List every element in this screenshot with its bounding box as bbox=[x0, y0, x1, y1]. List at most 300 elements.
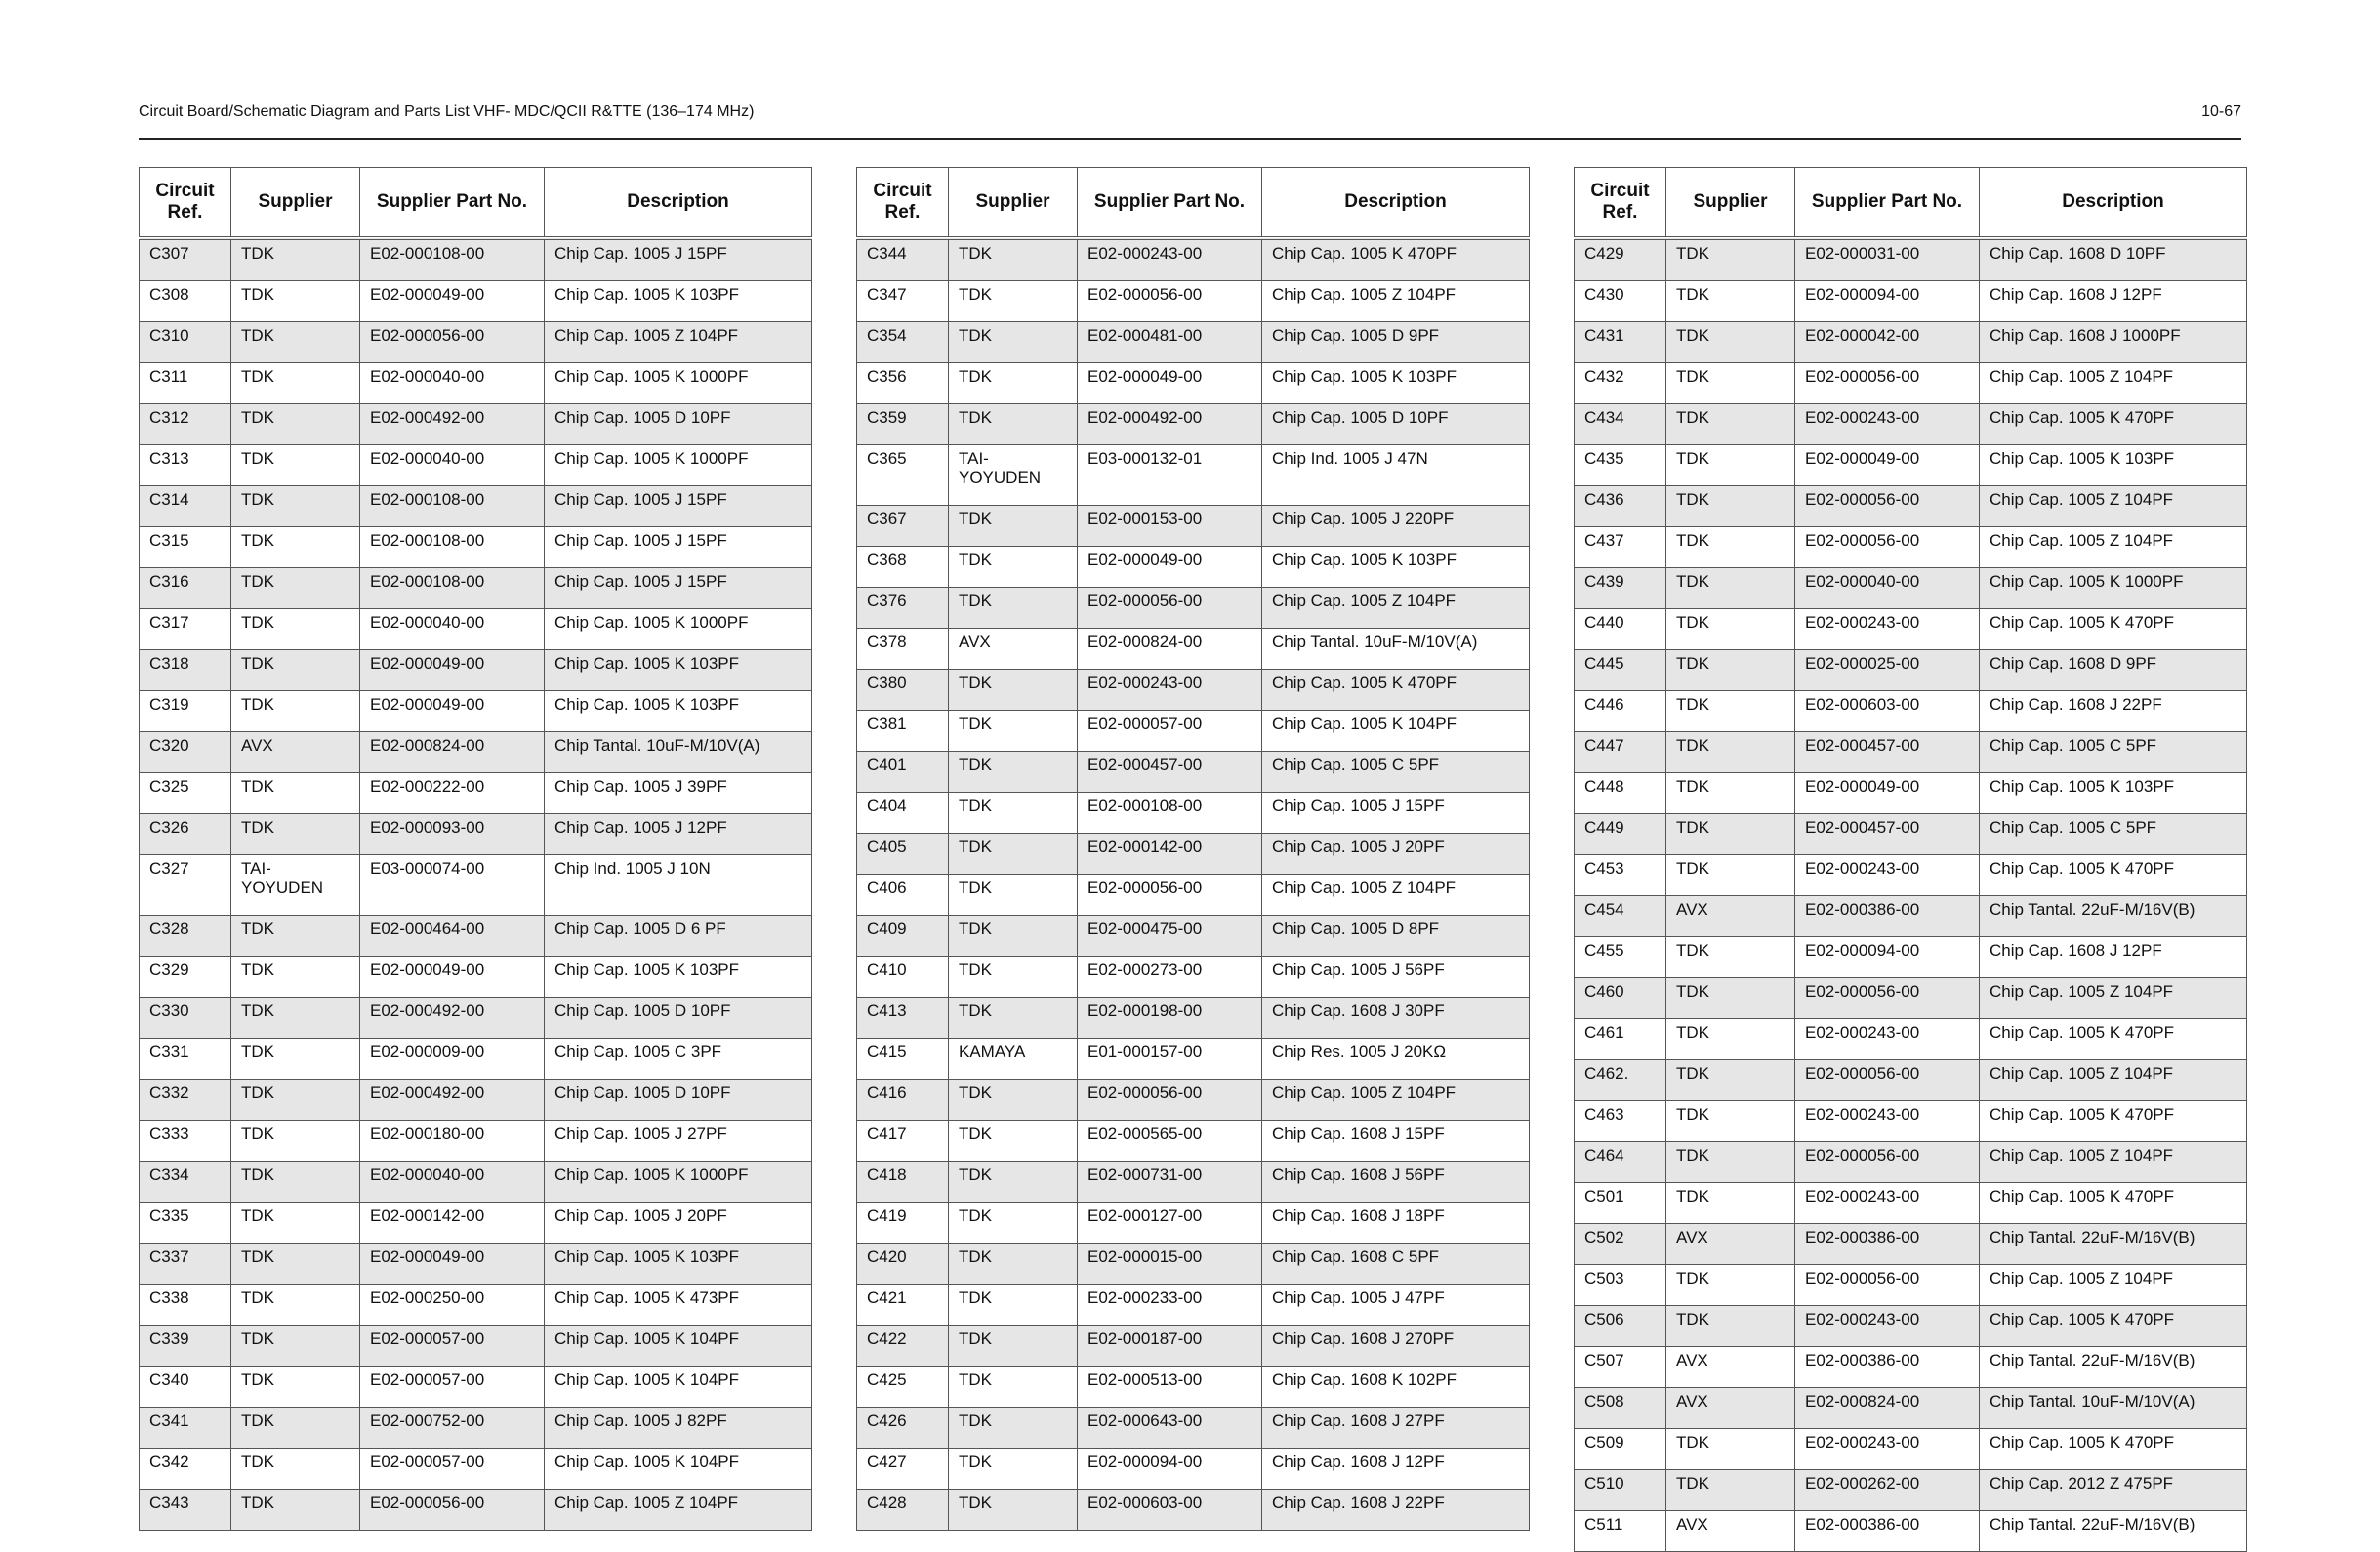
cell-circuit-ref: C432 bbox=[1575, 363, 1666, 404]
cell-circuit-ref: C317 bbox=[140, 609, 231, 650]
cell-supplier: TDK bbox=[1666, 1019, 1795, 1060]
cell-part-no: E02-000049-00 bbox=[360, 650, 545, 691]
parts-table-3 bbox=[1574, 167, 2247, 1552]
cell-supplier: TDK bbox=[949, 1203, 1078, 1244]
cell-description: Chip Cap. 1005 K 103PF bbox=[545, 650, 812, 691]
cell-description: Chip Cap. 1005 Z 104PF bbox=[1980, 1265, 2247, 1306]
table-row bbox=[857, 363, 1530, 404]
table-row bbox=[140, 1449, 812, 1490]
cell-supplier: TDK bbox=[1666, 773, 1795, 814]
cell-part-no: E02-000492-00 bbox=[360, 404, 545, 445]
cell-description: Chip Cap. 1005 J 15PF bbox=[545, 568, 812, 609]
col-header-part-no: Supplier Part No. bbox=[360, 168, 545, 239]
cell-part-no: E02-000049-00 bbox=[1078, 547, 1262, 588]
table-header-row bbox=[857, 168, 1530, 239]
cell-description: Chip Cap. 1005 K 103PF bbox=[545, 1244, 812, 1285]
cell-supplier: TDK bbox=[949, 670, 1078, 711]
table-row bbox=[140, 814, 812, 855]
table-row bbox=[1575, 363, 2247, 404]
cell-circuit-ref: C409 bbox=[857, 916, 949, 957]
table-row bbox=[857, 670, 1530, 711]
col-header-circuit-ref: Circuit Ref. bbox=[1575, 168, 1666, 239]
cell-circuit-ref: C312 bbox=[140, 404, 231, 445]
cell-circuit-ref: C436 bbox=[1575, 486, 1666, 527]
cell-circuit-ref: C405 bbox=[857, 834, 949, 875]
cell-description: Chip Cap. 1005 Z 104PF bbox=[1262, 588, 1530, 629]
cell-supplier: TDK bbox=[949, 916, 1078, 957]
table-row bbox=[857, 445, 1530, 506]
cell-part-no: E02-000250-00 bbox=[360, 1285, 545, 1326]
cell-description: Chip Cap. 1005 K 103PF bbox=[545, 691, 812, 732]
cell-circuit-ref: C445 bbox=[1575, 650, 1666, 691]
table-row bbox=[140, 650, 812, 691]
cell-circuit-ref: C332 bbox=[140, 1080, 231, 1121]
cell-supplier: TDK bbox=[231, 486, 360, 527]
table-row bbox=[857, 1285, 1530, 1326]
table-row bbox=[857, 1080, 1530, 1121]
cell-circuit-ref: C338 bbox=[140, 1285, 231, 1326]
cell-circuit-ref: C435 bbox=[1575, 445, 1666, 486]
cell-supplier: TAI- YOYUDEN bbox=[231, 855, 360, 916]
cell-description: Chip Cap. 1608 D 9PF bbox=[1980, 650, 2247, 691]
cell-supplier: TDK bbox=[231, 238, 360, 281]
cell-description: Chip Cap. 1608 J 22PF bbox=[1980, 691, 2247, 732]
cell-supplier: TDK bbox=[231, 814, 360, 855]
cell-part-no: E02-000492-00 bbox=[1078, 404, 1262, 445]
table-row bbox=[857, 875, 1530, 916]
cell-circuit-ref: C427 bbox=[857, 1449, 949, 1490]
cell-description: Chip Cap. 1005 K 103PF bbox=[1262, 547, 1530, 588]
cell-supplier: TDK bbox=[1666, 322, 1795, 363]
table-row bbox=[140, 322, 812, 363]
cell-supplier: TDK bbox=[949, 1490, 1078, 1531]
cell-circuit-ref: C328 bbox=[140, 916, 231, 957]
cell-supplier: TDK bbox=[1666, 978, 1795, 1019]
cell-part-no: E02-000056-00 bbox=[1078, 281, 1262, 322]
table-row bbox=[140, 281, 812, 322]
cell-circuit-ref: C330 bbox=[140, 998, 231, 1039]
cell-circuit-ref: C446 bbox=[1575, 691, 1666, 732]
cell-circuit-ref: C333 bbox=[140, 1121, 231, 1162]
header-divider bbox=[139, 138, 2241, 140]
cell-description: Chip Cap. 1608 J 270PF bbox=[1262, 1326, 1530, 1367]
cell-supplier: TDK bbox=[1666, 650, 1795, 691]
cell-part-no: E02-000565-00 bbox=[1078, 1121, 1262, 1162]
table-header-row bbox=[140, 168, 812, 239]
cell-circuit-ref: C401 bbox=[857, 752, 949, 793]
cell-part-no: E02-000457-00 bbox=[1078, 752, 1262, 793]
cell-description: Chip Cap. 1608 J 12PF bbox=[1980, 281, 2247, 322]
cell-part-no: E02-000243-00 bbox=[1078, 670, 1262, 711]
cell-part-no: E02-000243-00 bbox=[1795, 1429, 1980, 1470]
cell-supplier: TDK bbox=[949, 1449, 1078, 1490]
table-row bbox=[140, 1121, 812, 1162]
cell-supplier: TDK bbox=[231, 1490, 360, 1531]
cell-part-no: E01-000157-00 bbox=[1078, 1039, 1262, 1080]
cell-supplier: AVX bbox=[1666, 1388, 1795, 1429]
cell-supplier: TDK bbox=[949, 281, 1078, 322]
cell-part-no: E02-000127-00 bbox=[1078, 1203, 1262, 1244]
table-row bbox=[857, 752, 1530, 793]
cell-supplier: TDK bbox=[949, 1244, 1078, 1285]
cell-part-no: E02-000824-00 bbox=[1078, 629, 1262, 670]
table-row bbox=[857, 998, 1530, 1039]
cell-circuit-ref: C447 bbox=[1575, 732, 1666, 773]
cell-circuit-ref: C461 bbox=[1575, 1019, 1666, 1060]
cell-supplier: TDK bbox=[949, 506, 1078, 547]
table-row bbox=[140, 1326, 812, 1367]
table-row bbox=[857, 281, 1530, 322]
cell-description: Chip Cap. 1005 K 103PF bbox=[545, 957, 812, 998]
cell-description: Chip Tantal. 22uF-M/16V(B) bbox=[1980, 896, 2247, 937]
cell-supplier: TDK bbox=[949, 547, 1078, 588]
table-row bbox=[140, 527, 812, 568]
table-row bbox=[140, 445, 812, 486]
table-row bbox=[857, 238, 1530, 281]
cell-description: Chip Cap. 1005 K 473PF bbox=[545, 1285, 812, 1326]
cell-part-no: E02-000198-00 bbox=[1078, 998, 1262, 1039]
table-row bbox=[1575, 978, 2247, 1019]
table-row bbox=[140, 1039, 812, 1080]
cell-part-no: E02-000481-00 bbox=[1078, 322, 1262, 363]
cell-circuit-ref: C410 bbox=[857, 957, 949, 998]
cell-description: Chip Cap. 1005 J 15PF bbox=[545, 486, 812, 527]
cell-description: Chip Cap. 1005 D 9PF bbox=[1262, 322, 1530, 363]
table-row bbox=[857, 916, 1530, 957]
cell-supplier: TDK bbox=[1666, 238, 1795, 281]
cell-description: Chip Cap. 1608 D 10PF bbox=[1980, 238, 2247, 281]
cell-description: Chip Cap. 1005 Z 104PF bbox=[1980, 1060, 2247, 1101]
cell-supplier: TDK bbox=[1666, 445, 1795, 486]
cell-part-no: E02-000108-00 bbox=[360, 238, 545, 281]
col-header-supplier: Supplier bbox=[949, 168, 1078, 239]
cell-part-no: E02-000187-00 bbox=[1078, 1326, 1262, 1367]
cell-part-no: E02-000492-00 bbox=[360, 998, 545, 1039]
cell-part-no: E02-000262-00 bbox=[1795, 1470, 1980, 1511]
cell-supplier: AVX bbox=[1666, 1347, 1795, 1388]
table-row bbox=[140, 1490, 812, 1531]
cell-circuit-ref: C413 bbox=[857, 998, 949, 1039]
cell-supplier: TDK bbox=[1666, 855, 1795, 896]
table-row bbox=[1575, 486, 2247, 527]
cell-circuit-ref: C378 bbox=[857, 629, 949, 670]
cell-circuit-ref: C440 bbox=[1575, 609, 1666, 650]
cell-circuit-ref: C421 bbox=[857, 1285, 949, 1326]
cell-supplier: TDK bbox=[949, 1367, 1078, 1408]
table-row bbox=[140, 486, 812, 527]
cell-description: Chip Cap. 1005 J 56PF bbox=[1262, 957, 1530, 998]
cell-supplier: TDK bbox=[231, 568, 360, 609]
cell-part-no: E02-000056-00 bbox=[1795, 363, 1980, 404]
table-row bbox=[1575, 1224, 2247, 1265]
table-row bbox=[140, 732, 812, 773]
cell-circuit-ref: C365 bbox=[857, 445, 949, 506]
cell-circuit-ref: C437 bbox=[1575, 527, 1666, 568]
cell-description: Chip Tantal. 10uF-M/10V(A) bbox=[545, 732, 812, 773]
table-row bbox=[140, 916, 812, 957]
table-row bbox=[1575, 404, 2247, 445]
cell-part-no: E02-000824-00 bbox=[360, 732, 545, 773]
cell-part-no: E02-000049-00 bbox=[360, 957, 545, 998]
cell-part-no: E02-000108-00 bbox=[360, 486, 545, 527]
cell-supplier: TDK bbox=[949, 588, 1078, 629]
table-row bbox=[1575, 322, 2247, 363]
cell-part-no: E02-000057-00 bbox=[360, 1367, 545, 1408]
cell-part-no: E02-000603-00 bbox=[1078, 1490, 1262, 1531]
cell-part-no: E02-000040-00 bbox=[1795, 568, 1980, 609]
cell-description: Chip Cap. 1005 Z 104PF bbox=[1262, 281, 1530, 322]
cell-circuit-ref: C327 bbox=[140, 855, 231, 916]
cell-part-no: E02-000603-00 bbox=[1795, 691, 1980, 732]
cell-supplier: TDK bbox=[1666, 732, 1795, 773]
cell-description: Chip Cap. 1005 K 1000PF bbox=[1980, 568, 2247, 609]
table-row bbox=[857, 547, 1530, 588]
cell-supplier: TDK bbox=[949, 238, 1078, 281]
cell-circuit-ref: C506 bbox=[1575, 1306, 1666, 1347]
table-row bbox=[140, 568, 812, 609]
cell-supplier: TDK bbox=[1666, 937, 1795, 978]
cell-supplier: TDK bbox=[949, 998, 1078, 1039]
cell-description: Chip Cap. 1005 Z 104PF bbox=[1980, 1142, 2247, 1183]
table-row bbox=[140, 363, 812, 404]
cell-description: Chip Cap. 1005 D 10PF bbox=[545, 998, 812, 1039]
col-header-supplier: Supplier bbox=[1666, 168, 1795, 239]
cell-supplier: TDK bbox=[231, 650, 360, 691]
table-row bbox=[857, 588, 1530, 629]
cell-part-no: E02-000031-00 bbox=[1795, 238, 1980, 281]
cell-part-no: E02-000025-00 bbox=[1795, 650, 1980, 691]
cell-description: Chip Cap. 1005 Z 104PF bbox=[1262, 1080, 1530, 1121]
cell-description: Chip Cap. 1005 D 10PF bbox=[545, 404, 812, 445]
cell-circuit-ref: C319 bbox=[140, 691, 231, 732]
cell-description: Chip Cap. 1005 C 3PF bbox=[545, 1039, 812, 1080]
cell-circuit-ref: C416 bbox=[857, 1080, 949, 1121]
cell-supplier: TDK bbox=[231, 1121, 360, 1162]
cell-circuit-ref: C510 bbox=[1575, 1470, 1666, 1511]
table-row bbox=[1575, 1470, 2247, 1511]
col-header-part-no: Supplier Part No. bbox=[1078, 168, 1262, 239]
cell-supplier: TDK bbox=[1666, 1429, 1795, 1470]
cell-circuit-ref: C380 bbox=[857, 670, 949, 711]
cell-supplier: TDK bbox=[949, 957, 1078, 998]
cell-part-no: E02-000040-00 bbox=[360, 609, 545, 650]
cell-supplier: AVX bbox=[1666, 1224, 1795, 1265]
cell-part-no: E02-000243-00 bbox=[1795, 1183, 1980, 1224]
cell-circuit-ref: C313 bbox=[140, 445, 231, 486]
cell-part-no: E02-000153-00 bbox=[1078, 506, 1262, 547]
cell-part-no: E02-000057-00 bbox=[360, 1449, 545, 1490]
cell-supplier: TDK bbox=[949, 322, 1078, 363]
cell-supplier: TDK bbox=[949, 1285, 1078, 1326]
cell-supplier: TDK bbox=[1666, 1183, 1795, 1224]
cell-supplier: TDK bbox=[231, 691, 360, 732]
col-header-circuit-ref: Circuit Ref. bbox=[857, 168, 949, 239]
cell-part-no: E02-000824-00 bbox=[1795, 1388, 1980, 1429]
cell-supplier: TDK bbox=[949, 1162, 1078, 1203]
col-header-description: Description bbox=[1262, 168, 1530, 239]
cell-circuit-ref: C308 bbox=[140, 281, 231, 322]
cell-part-no: E02-000513-00 bbox=[1078, 1367, 1262, 1408]
table-row bbox=[1575, 1429, 2247, 1470]
cell-supplier: KAMAYA bbox=[949, 1039, 1078, 1080]
cell-supplier: TDK bbox=[1666, 1101, 1795, 1142]
cell-description: Chip Cap. 1005 J 47PF bbox=[1262, 1285, 1530, 1326]
cell-description: Chip Cap. 1005 K 470PF bbox=[1980, 404, 2247, 445]
table-row bbox=[1575, 609, 2247, 650]
cell-circuit-ref: C359 bbox=[857, 404, 949, 445]
cell-part-no: E02-000273-00 bbox=[1078, 957, 1262, 998]
cell-circuit-ref: C464 bbox=[1575, 1142, 1666, 1183]
cell-description: Chip Cap. 1005 D 10PF bbox=[545, 1080, 812, 1121]
cell-part-no: E03-000074-00 bbox=[360, 855, 545, 916]
cell-circuit-ref: C425 bbox=[857, 1367, 949, 1408]
cell-circuit-ref: C502 bbox=[1575, 1224, 1666, 1265]
parts-table-2 bbox=[856, 167, 1530, 1531]
cell-description: Chip Cap. 1005 J 15PF bbox=[1262, 793, 1530, 834]
cell-part-no: E02-000457-00 bbox=[1795, 814, 1980, 855]
cell-circuit-ref: C418 bbox=[857, 1162, 949, 1203]
cell-circuit-ref: C315 bbox=[140, 527, 231, 568]
cell-circuit-ref: C448 bbox=[1575, 773, 1666, 814]
cell-part-no: E02-000056-00 bbox=[1795, 1060, 1980, 1101]
cell-description: Chip Cap. 1005 K 1000PF bbox=[545, 1162, 812, 1203]
document-title: Circuit Board/Schematic Diagram and Parts List VHF- MDC/QCII R&TTE (136–174 MHz) bbox=[139, 103, 755, 120]
cell-description: Chip Tantal. 22uF-M/16V(B) bbox=[1980, 1511, 2247, 1552]
cell-circuit-ref: C429 bbox=[1575, 238, 1666, 281]
cell-supplier: TDK bbox=[231, 998, 360, 1039]
cell-part-no: E02-000056-00 bbox=[1078, 875, 1262, 916]
table-row bbox=[1575, 650, 2247, 691]
cell-description: Chip Cap. 1005 Z 104PF bbox=[1980, 978, 2247, 1019]
cell-part-no: E02-000243-00 bbox=[1078, 238, 1262, 281]
cell-part-no: E02-000243-00 bbox=[1795, 404, 1980, 445]
cell-supplier: AVX bbox=[1666, 896, 1795, 937]
table-row bbox=[140, 1244, 812, 1285]
table-row bbox=[857, 1367, 1530, 1408]
cell-part-no: E02-000057-00 bbox=[360, 1326, 545, 1367]
page-number: 10-67 bbox=[2201, 103, 2241, 120]
table-row bbox=[140, 773, 812, 814]
cell-description: Chip Tantal. 10uF-M/10V(A) bbox=[1262, 629, 1530, 670]
cell-circuit-ref: C334 bbox=[140, 1162, 231, 1203]
cell-description: Chip Cap. 1005 C 5PF bbox=[1980, 732, 2247, 773]
col-header-supplier: Supplier bbox=[231, 168, 360, 239]
cell-description: Chip Cap. 1005 J 39PF bbox=[545, 773, 812, 814]
cell-supplier: TDK bbox=[231, 1080, 360, 1121]
cell-part-no: E02-000233-00 bbox=[1078, 1285, 1262, 1326]
cell-description: Chip Cap. 1005 C 5PF bbox=[1262, 752, 1530, 793]
cell-circuit-ref: C503 bbox=[1575, 1265, 1666, 1306]
cell-circuit-ref: C460 bbox=[1575, 978, 1666, 1019]
cell-circuit-ref: C381 bbox=[857, 711, 949, 752]
cell-circuit-ref: C431 bbox=[1575, 322, 1666, 363]
cell-part-no: E02-000222-00 bbox=[360, 773, 545, 814]
cell-part-no: E02-000056-00 bbox=[1078, 1080, 1262, 1121]
table-row bbox=[1575, 238, 2247, 281]
cell-supplier: TDK bbox=[1666, 1306, 1795, 1347]
cell-circuit-ref: C329 bbox=[140, 957, 231, 998]
table-header-row bbox=[1575, 168, 2247, 239]
table-row bbox=[857, 1326, 1530, 1367]
table-row bbox=[1575, 896, 2247, 937]
cell-circuit-ref: C417 bbox=[857, 1121, 949, 1162]
table-row bbox=[140, 404, 812, 445]
table-row bbox=[857, 957, 1530, 998]
cell-circuit-ref: C509 bbox=[1575, 1429, 1666, 1470]
cell-circuit-ref: C426 bbox=[857, 1408, 949, 1449]
table-row bbox=[1575, 937, 2247, 978]
cell-supplier: TDK bbox=[1666, 691, 1795, 732]
cell-part-no: E02-000040-00 bbox=[360, 445, 545, 486]
cell-supplier: TDK bbox=[231, 404, 360, 445]
table-row bbox=[857, 1039, 1530, 1080]
table-row bbox=[140, 691, 812, 732]
table-row bbox=[857, 404, 1530, 445]
cell-supplier: TDK bbox=[231, 1244, 360, 1285]
cell-circuit-ref: C318 bbox=[140, 650, 231, 691]
cell-circuit-ref: C314 bbox=[140, 486, 231, 527]
cell-circuit-ref: C453 bbox=[1575, 855, 1666, 896]
cell-description: Chip Cap. 1005 K 470PF bbox=[1980, 1306, 2247, 1347]
cell-circuit-ref: C449 bbox=[1575, 814, 1666, 855]
table-row bbox=[857, 834, 1530, 875]
cell-description: Chip Cap. 1608 J 12PF bbox=[1980, 937, 2247, 978]
cell-circuit-ref: C344 bbox=[857, 238, 949, 281]
cell-part-no: E02-000049-00 bbox=[360, 281, 545, 322]
cell-description: Chip Cap. 1005 K 470PF bbox=[1980, 855, 2247, 896]
cell-description: Chip Cap. 1005 K 103PF bbox=[1262, 363, 1530, 404]
cell-supplier: TDK bbox=[1666, 281, 1795, 322]
table-row bbox=[1575, 691, 2247, 732]
cell-description: Chip Cap. 1005 Z 104PF bbox=[1262, 875, 1530, 916]
cell-part-no: E02-000108-00 bbox=[1078, 793, 1262, 834]
table-row bbox=[857, 506, 1530, 547]
cell-part-no: E02-000142-00 bbox=[1078, 834, 1262, 875]
table-row bbox=[140, 1203, 812, 1244]
cell-part-no: E02-000040-00 bbox=[360, 1162, 545, 1203]
cell-description: Chip Cap. 1005 Z 104PF bbox=[1980, 486, 2247, 527]
cell-circuit-ref: C455 bbox=[1575, 937, 1666, 978]
cell-supplier: AVX bbox=[949, 629, 1078, 670]
table-row bbox=[1575, 281, 2247, 322]
table-row bbox=[1575, 1019, 2247, 1060]
cell-supplier: TDK bbox=[231, 916, 360, 957]
cell-part-no: E02-000243-00 bbox=[1795, 1019, 1980, 1060]
cell-description: Chip Tantal. 10uF-M/10V(A) bbox=[1980, 1388, 2247, 1429]
cell-description: Chip Cap. 1005 D 6 PF bbox=[545, 916, 812, 957]
cell-description: Chip Cap. 1005 K 103PF bbox=[1980, 445, 2247, 486]
cell-supplier: TDK bbox=[231, 1162, 360, 1203]
cell-description: Chip Cap. 1608 J 30PF bbox=[1262, 998, 1530, 1039]
cell-supplier: TDK bbox=[1666, 609, 1795, 650]
cell-circuit-ref: C406 bbox=[857, 875, 949, 916]
cell-description: Chip Cap. 1608 K 102PF bbox=[1262, 1367, 1530, 1408]
cell-description: Chip Cap. 1005 K 1000PF bbox=[545, 445, 812, 486]
cell-circuit-ref: C368 bbox=[857, 547, 949, 588]
table-row bbox=[140, 855, 812, 916]
cell-description: Chip Cap. 1608 J 27PF bbox=[1262, 1408, 1530, 1449]
cell-part-no: E02-000243-00 bbox=[1795, 855, 1980, 896]
cell-description: Chip Cap. 1608 J 56PF bbox=[1262, 1162, 1530, 1203]
cell-description: Chip Cap. 1005 K 470PF bbox=[1262, 670, 1530, 711]
table-row bbox=[1575, 1306, 2247, 1347]
cell-circuit-ref: C419 bbox=[857, 1203, 949, 1244]
cell-circuit-ref: C335 bbox=[140, 1203, 231, 1244]
cell-part-no: E02-000094-00 bbox=[1078, 1449, 1262, 1490]
cell-description: Chip Cap. 1608 J 1000PF bbox=[1980, 322, 2247, 363]
cell-supplier: TDK bbox=[231, 1408, 360, 1449]
cell-description: Chip Cap. 1005 K 103PF bbox=[545, 281, 812, 322]
